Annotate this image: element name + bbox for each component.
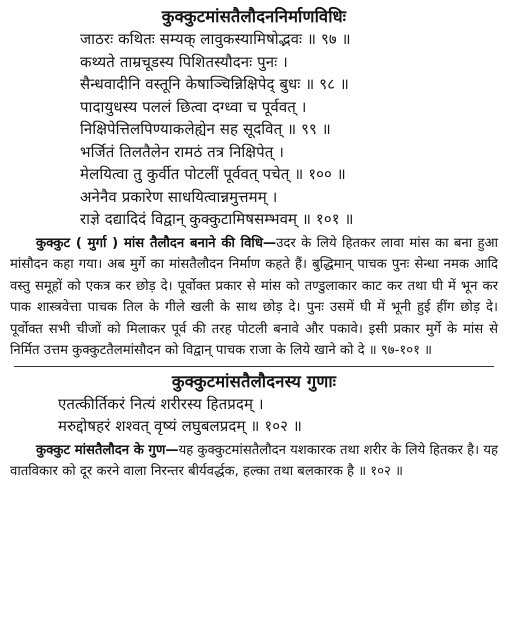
section-divider bbox=[14, 366, 494, 367]
section-heading-preparation: कुक्कुटमांसतैलौदननिर्माणविधिः bbox=[161, 7, 347, 26]
verse-line: पादायुधस्य पललं छित्वा दग्ध्वा च पूर्ववत् । bbox=[80, 97, 307, 116]
verse-line: मरुद्दोषहरं शश्वत् वृष्यं लघुबलप्रदम् ॥ १०२ ॥ bbox=[58, 417, 303, 435]
commentary-preparation bbox=[10, 233, 498, 362]
verse-line: भर्जितं तिलतैलेन रामठं तत्र निक्षिपेत् । bbox=[80, 142, 285, 161]
verse-line: राज्ञे दद्यादिदं विद्वान् कुक्कुटामिषसम्भवम् ॥ १०१ ॥ bbox=[80, 210, 354, 228]
verse-line: निक्षिपेत्तिलपिण्याकलेह्येन सह सूदवित् ॥ ९९ ॥ bbox=[80, 120, 331, 138]
commentary-body: उदर के लिये हितकर लावा मांस का बना हुआ मांसौदन कहा गया। अब मुर्गे का मांसतैलौदन निर्माण कहते हैं। बुद्धिमान् पाचक पुनः सेन्धा नमक आदि वस्तु समूहों को एकत्र कर छोड़ दे। पूर्वोक्त प्रकार से मांस को तण्डुलाकार काट कर तथा घी में भून कर पाक शास्त्रवेत्ता पाचक तिल के गीले खली के साथ छोड़ दे। पुनः उसमें घी में भूनी हुई हींग छोड़ दे। पूर्वोक्त सभी चीजों को मिलाकर पूर्व की तरह पोटली बनावे और पकावे। इसी प्रकार मुर्गे के मांस से निर्मित उत्तम कुक्कुटतैलमांसौदन को विद्वान् पाचक राजा के लिये खाने को दे ॥ ९७-१०१ ॥ bbox=[10, 235, 498, 358]
verse-block-properties bbox=[10, 393, 498, 438]
section-heading-properties: कुक्कुटमांसतैलौदनस्य गुणाः bbox=[171, 371, 337, 391]
verse-line: अनेनैव प्रकारेण साधयित्वान्नमुत्तमम् । bbox=[80, 187, 278, 206]
commentary-body: यह कुक्कुटमांसतैलौदन यशकारक तथा शरीर के लिये हितकर है। यह वातविकार को दूर करने वाला निरन्तर बीर्यवर्द्धक, हल्का तथा बलकारक है ॥ १०२ ॥ bbox=[10, 442, 498, 479]
verse-line: मेलयित्वा तु कुर्वीत पोटलीं पूर्ववत् पचेत् ॥ १०० ॥ bbox=[80, 165, 346, 183]
verse-line: कथ्यते ताम्रचूडस्य पिशितस्यौदनः पुनः । bbox=[80, 52, 288, 71]
commentary-lead: कुक्कुट ( मुर्गा ) मांस तैलौदन बनाने की विधि— bbox=[36, 235, 277, 251]
verse-line: एतत्कीर्तिकरं नित्यं शरीरस्य हितप्रदम् । bbox=[58, 394, 264, 413]
commentary-properties bbox=[10, 440, 498, 483]
verse-line: सैन्धवादीनि वस्तूनि केषाञ्चिन्निक्षिपेद् बुधः ॥ ९८ ॥ bbox=[80, 75, 349, 93]
verse-block-preparation bbox=[10, 28, 498, 231]
commentary-lead: कुक्कुट मांसतैलौदन के गुण— bbox=[36, 442, 179, 458]
verse-line: जाठरः कथितः सम्यक् लावुकस्यामिषोद्भवः ॥ ९७ ॥ bbox=[80, 30, 351, 48]
